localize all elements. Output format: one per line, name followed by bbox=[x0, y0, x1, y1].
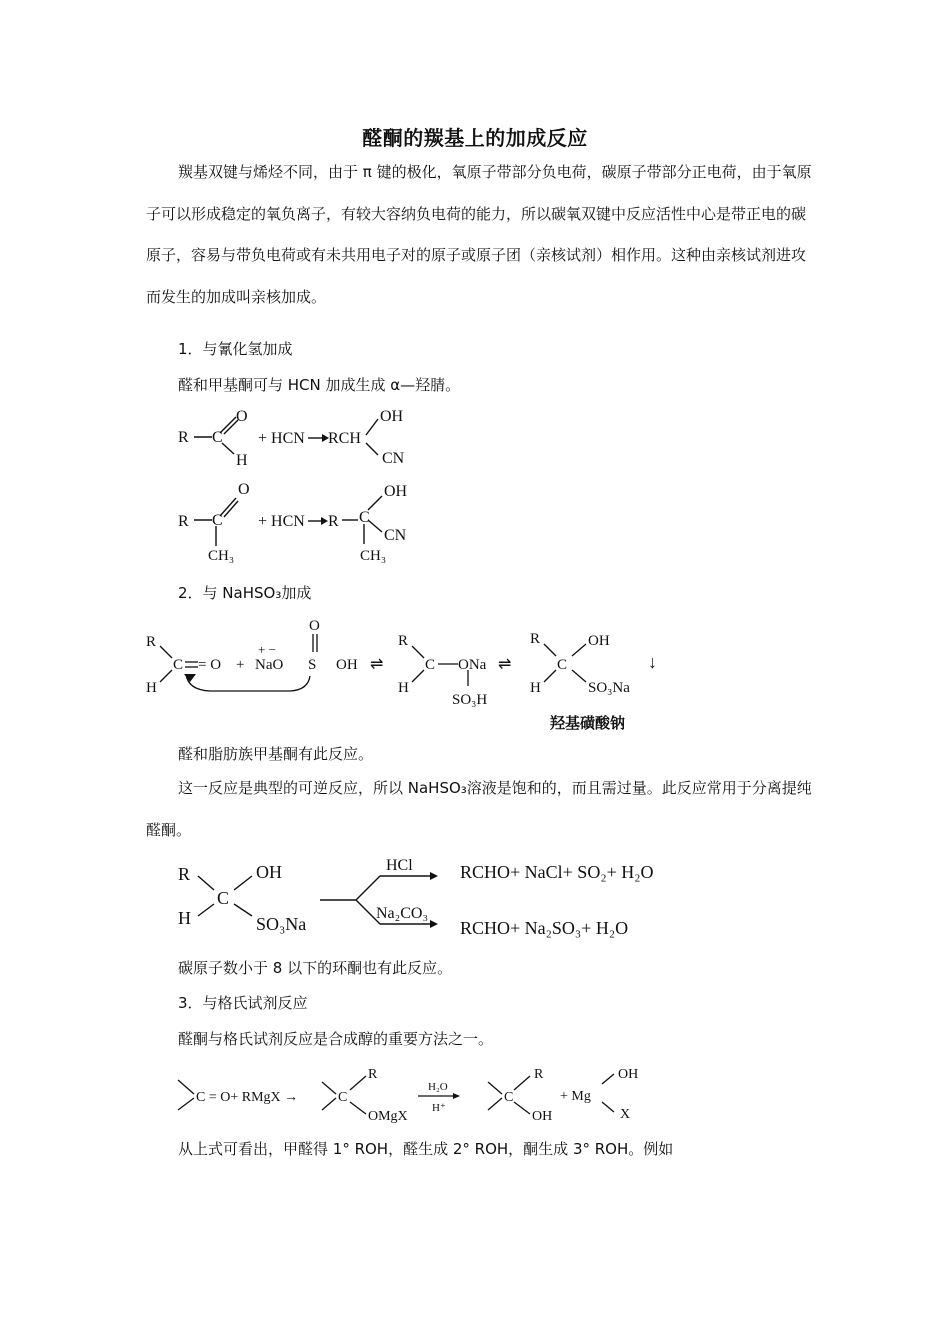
rx3-plus: + bbox=[236, 657, 245, 673]
rx5-r2: R bbox=[368, 1067, 378, 1082]
rx4-product-1: RCHO+ NaCl+ SO₂+ H₂O bbox=[460, 862, 654, 882]
rx3-c2: C bbox=[425, 657, 436, 673]
section-2-heading: 2．与 NaHSO₃加成 bbox=[178, 584, 312, 602]
rx1-rch: RCH bbox=[328, 430, 361, 447]
rx3-caption: 羟基磺酸钠 bbox=[550, 714, 626, 732]
reaction-grignard bbox=[170, 1060, 650, 1126]
rx5-oh4: OH bbox=[618, 1067, 639, 1082]
rx5-c-eq-o: C = O+ RMgX → bbox=[196, 1090, 299, 1105]
rx3-eq-o: = O bbox=[198, 657, 222, 673]
rx5-below-arrow: H⁺ bbox=[432, 1102, 446, 1114]
section-1-heading: 1．与氰化氢加成 bbox=[178, 340, 293, 358]
section-2-text-1: 醛和脂肪族甲基酮有此反应。 bbox=[178, 745, 374, 763]
rx3-oh3: OH bbox=[588, 633, 610, 649]
rx4-product-2: RCHO+ Na₂SO₃+ H₂O bbox=[460, 918, 629, 938]
rx1-plus-hcn: + HCN bbox=[258, 430, 305, 447]
rx3-h: H bbox=[146, 680, 157, 696]
rx1-r: R bbox=[178, 429, 189, 446]
rx3-r3: R bbox=[530, 631, 541, 647]
rx2-oh: OH bbox=[384, 483, 408, 500]
rx2-o: O bbox=[238, 481, 250, 498]
reaction-aldehyde-hcn bbox=[170, 405, 430, 471]
rx3-so3na: SO₃Na bbox=[588, 680, 630, 696]
rx1-o: O bbox=[236, 408, 248, 425]
section-3-text: 醛酮与格氏试剂反应是合成醇的重要方法之一。 bbox=[178, 1030, 494, 1048]
section-3-heading: 3．与格氏试剂反应 bbox=[178, 994, 308, 1012]
rx5-above-arrow: H₂O bbox=[428, 1081, 448, 1093]
rx5-plus-mg: + Mg bbox=[560, 1089, 591, 1104]
rx3-c3: C bbox=[557, 657, 568, 673]
rx3-o-top: O bbox=[309, 618, 320, 634]
rx1-cn: CN bbox=[382, 450, 405, 467]
rx3-equil-1: ⇌ bbox=[370, 656, 384, 673]
rx2-plus-hcn: + HCN bbox=[258, 513, 305, 530]
intro-text: 羰基双键与烯烃不同，由于 π 键的极化，氧原子带部分负电荷，碳原子带部分正电荷，由于氧原子可以形成稳定的氧负离子，有较大容纳负电荷的能力，所以碳氧双键中反应活性中心是带正电的碳原子，容易与带负电荷或有未共用电子对的原子或原子团（亲核试剂）相作用。这种由亲核试剂进攻而发生的加成叫亲核加成。 bbox=[146, 163, 812, 306]
section-3-text-2: 从上式可看出，甲醛得 1° ROH，醛生成 2° ROH，酮生成 3° ROH。例如 bbox=[178, 1140, 674, 1158]
reaction-ketone-hcn bbox=[170, 478, 430, 568]
rx4-oh: OH bbox=[256, 862, 282, 882]
rx5-c3: C bbox=[504, 1090, 514, 1105]
rx3-h2: H bbox=[398, 680, 409, 696]
rx5-oh3: OH bbox=[532, 1109, 553, 1124]
section-2-text-2: 这一反应是典型的可逆反应，所以 NaHSO₃溶液是饱和的，而且需过量。此反应常用于分离提纯醛酮。 bbox=[146, 779, 812, 839]
rx4-reagent-hcl: HCl bbox=[386, 857, 413, 874]
rx3-h3: H bbox=[530, 680, 541, 696]
rx3-s: S bbox=[308, 657, 317, 673]
section-2-text-3: 碳原子数小于 8 以下的环酮也有此反应。 bbox=[178, 959, 453, 977]
rx1-oh: OH bbox=[380, 408, 404, 425]
rx2-c: C bbox=[212, 512, 223, 529]
rx1-c: C bbox=[212, 429, 223, 446]
rx4-r: R bbox=[178, 864, 191, 884]
rx3-c: C bbox=[173, 657, 184, 673]
rx2-ch3: CH₃ bbox=[208, 548, 235, 564]
rx3-nao: NaO bbox=[255, 657, 284, 673]
rx5-x4: X bbox=[620, 1107, 631, 1122]
rx5-c2: C bbox=[338, 1090, 348, 1105]
rx5-r3: R bbox=[534, 1067, 544, 1082]
rx3-equil-2: ⇌ bbox=[498, 656, 512, 673]
rx4-c: C bbox=[217, 888, 230, 908]
intro-paragraph bbox=[146, 152, 816, 318]
rx2-r2: R bbox=[328, 513, 339, 530]
rx3-charges: + − bbox=[258, 642, 276, 657]
page-title: 醛酮的羰基上的加成反应 bbox=[362, 126, 588, 150]
rx3-r2: R bbox=[398, 633, 409, 649]
rx2-r: R bbox=[178, 513, 189, 530]
rx2-cn: CN bbox=[384, 527, 407, 544]
section-1-text: 醛和甲基酮可与 HCN 加成生成 α—羟腈。 bbox=[178, 376, 461, 394]
rx3-down-arrow: ↓ bbox=[648, 652, 657, 672]
rx1-h: H bbox=[236, 452, 248, 469]
reaction-nahso3 bbox=[140, 612, 680, 736]
rx5-omgx: OMgX bbox=[368, 1109, 408, 1124]
rx2-c2: C bbox=[359, 509, 370, 526]
rx4-so3na: SO₃Na bbox=[256, 914, 307, 934]
rx4-reagent-na2co3: Na₂CO₃ bbox=[376, 905, 429, 922]
rx3-ona: ONa bbox=[458, 657, 487, 673]
rx4-h: H bbox=[178, 908, 191, 928]
rx3-so3h: SO₃H bbox=[452, 692, 488, 708]
rx3-oh: OH bbox=[336, 657, 358, 673]
reaction-regeneration bbox=[170, 850, 730, 950]
section-2-paragraph bbox=[146, 768, 816, 851]
rx3-r: R bbox=[146, 634, 157, 650]
rx2-ch3b: CH₃ bbox=[360, 548, 387, 564]
